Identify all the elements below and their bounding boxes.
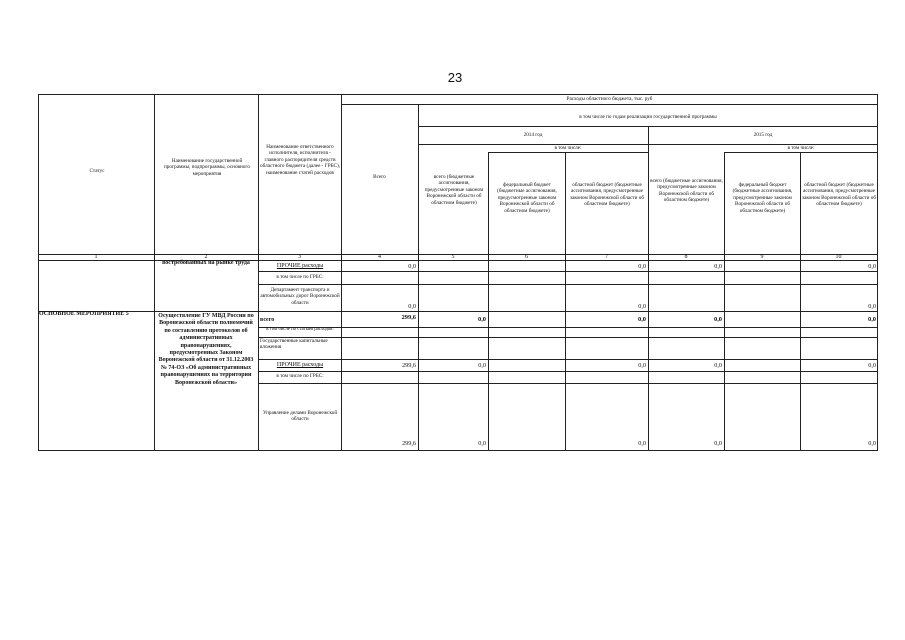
header-executor: Наименование ответственного исполнителя, исполнителя - главного распорядителя средств областного бюджета (далее - ГРБС), наименование статей расходов — [260, 144, 341, 176]
header-year-2015: 2015 год — [753, 132, 773, 138]
block2-status: ОСНОВНОЕ МЕРОПРИЯТИЕ 5 — [39, 311, 129, 317]
block1-department-label: Департамент транспорта и автомобильных дорог Воронежской области — [260, 287, 340, 306]
header-reg-2014: областной бюджет (бюджетные ассигнования, предусмотренные законом Воронежской области об областном бюджете) — [570, 182, 644, 208]
header-name: Наименование государственной программы, подпрограммы, основного мероприятия — [164, 158, 250, 177]
col-number: 7 — [605, 254, 608, 260]
col-number: 5 — [451, 254, 455, 260]
block1-name: востребованных на рынке труда — [162, 260, 250, 266]
block2-reg-2014-value: 0,0 — [638, 316, 646, 323]
block1-total-value: 0,0 — [408, 263, 416, 270]
header-incl-2014: в том числе: — [554, 145, 582, 151]
block2-administration-label: Управление делами Воронежской области — [262, 410, 338, 423]
block2-total-value: 299,6 — [401, 314, 416, 321]
page-number: 23 — [447, 70, 463, 85]
block2-admin-total-value: 299,6 — [402, 440, 416, 447]
col-number: 4 — [378, 254, 381, 260]
header-all-2014: всего (бюджетные ассигнования, предусмотренные законом Воронежской области об областном бюджете) — [424, 174, 484, 206]
col-number: 9 — [760, 254, 764, 260]
block1-all-2015-value: 0,0 — [714, 263, 722, 270]
block2-grbs-label: в том числе по ГРБС: — [276, 373, 324, 379]
header-total: Всего — [373, 174, 386, 180]
header-by-years: в том числе по годам реализации государственной программы — [579, 114, 717, 120]
header-fed-2014: федеральный бюджет (бюджетные ассигнования, предусмотренные законом Воронежской области об областном бюджете) — [497, 182, 557, 214]
col-number: 2 — [204, 254, 208, 260]
block2-by-articles-label: в том числе по статьям расходов: — [266, 327, 334, 332]
block1-reg-2014-value: 0,0 — [638, 263, 646, 270]
block2-capital-investments-label: Государственные капитальные вложения — [260, 338, 328, 351]
budget-table — [38, 94, 878, 450]
col-number: 6 — [525, 254, 528, 260]
block1-reg-2015-value: 0,0 — [868, 263, 876, 270]
block2-other-all-2014-value: 0,0 — [478, 362, 486, 369]
block2-all-2014-value: 0,0 — [478, 316, 486, 323]
header-status: Статус — [89, 168, 105, 174]
col-number: 10 — [835, 254, 842, 260]
header-reg-2015: областной бюджет (бюджетные ассигнования, предусмотренные законом Воронежской области об областном бюджете) — [802, 182, 876, 208]
block1-dept-reg-2014-value: 0,0 — [638, 303, 646, 310]
block2-reg-2015-value: 0,0 — [868, 316, 876, 323]
header-incl-2015: в том числе: — [787, 145, 815, 151]
block2-name: Осуществление ГУ МВД России по Воронежской области полномочий по составлению протоколов об административных правонарушениях, предусмотренных Законом Воронежской области от 31.12.2003 № 74-ОЗ «Об административных правонарушениях на территории Воронежской области» — [158, 313, 254, 386]
col-number: 1 — [94, 254, 98, 260]
block2-admin-all-2014-value: 0,0 — [478, 440, 486, 447]
block1-grbs-label: в том числе по ГРБС: — [276, 274, 324, 280]
block2-other-expenses-label: ПРОЧИЕ расходы — [276, 362, 324, 368]
block2-all-2015-value: 0,0 — [714, 316, 722, 323]
block1-dept-reg-2015-value: 0,0 — [868, 303, 876, 310]
block2-other-all-2015-value: 0,0 — [714, 362, 722, 369]
block1-dept-total-value: 0,0 — [408, 303, 416, 310]
header-fed-2015: федеральный бюджет (бюджетные ассигнования, предусмотренные законом Воронежской области об областном бюджете) — [732, 182, 793, 214]
header-expenses: Расходы областного бюджета, тыс. руб — [566, 96, 653, 102]
block2-total-label: всего — [260, 317, 275, 323]
block2-admin-reg-2015-value: 0,0 — [868, 440, 876, 447]
block2-other-reg-2015-value: 0,0 — [868, 362, 876, 369]
block2-admin-all-2015-value: 0,0 — [714, 440, 722, 447]
col-number: 3 — [298, 254, 301, 260]
block2-other-total-value: 299,6 — [402, 362, 416, 369]
block1-other-expenses-label: ПРОЧИЕ расходы — [276, 263, 324, 269]
col-number: 8 — [684, 254, 688, 260]
block2-other-reg-2014-value: 0,0 — [638, 362, 646, 369]
block2-admin-reg-2014-value: 0,0 — [638, 440, 646, 447]
header-all-2015: всего (бюджетные ассигнования, предусмотренные законом Воронежской области об областном бюджете) — [650, 178, 723, 204]
header-year-2014: 2014 год — [523, 132, 543, 138]
